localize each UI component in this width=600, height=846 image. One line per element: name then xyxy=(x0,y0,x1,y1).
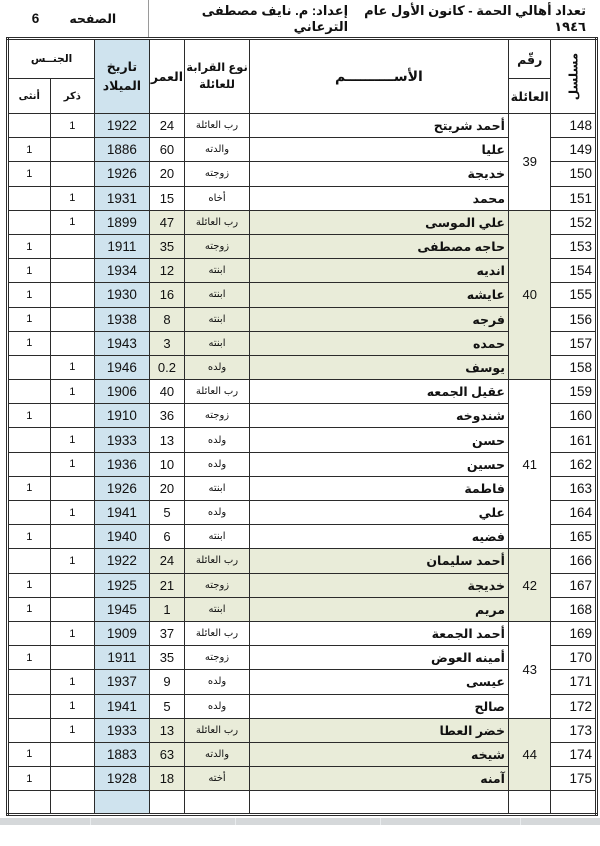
header-male: ذكر xyxy=(50,79,95,114)
female-mark-cell xyxy=(8,694,51,718)
male-mark-cell xyxy=(50,234,95,258)
header-female: أنثى xyxy=(8,79,51,114)
table-row xyxy=(8,573,597,597)
male-mark-cell xyxy=(50,573,95,597)
header-gender: الجنــس xyxy=(8,39,95,79)
header-serial-label: مسلسل xyxy=(566,52,581,101)
name-cell: خديجة xyxy=(249,573,508,597)
birth-date-cell: 1946 xyxy=(95,355,150,379)
male-mark-cell xyxy=(50,597,95,621)
male-mark-cell xyxy=(50,767,95,791)
table-row xyxy=(8,525,597,549)
relation-cell: رب العائلة xyxy=(185,549,250,573)
male-mark-cell xyxy=(50,791,95,815)
header-birth-line2: الميلاد xyxy=(102,78,142,93)
female-mark-cell xyxy=(8,621,51,645)
serial-cell: 170 xyxy=(551,646,597,670)
name-cell: شندوخه xyxy=(249,404,508,428)
name-cell: آمنه xyxy=(249,767,508,791)
name-cell: فرجه xyxy=(249,307,508,331)
name-cell: محمد xyxy=(249,186,508,210)
family-number-cell: 43 xyxy=(508,621,551,718)
name-cell: عقيل الجمعه xyxy=(249,380,508,404)
male-mark-cell xyxy=(50,742,95,766)
serial-cell: 150 xyxy=(551,162,597,186)
header-birth-line1: تاريخ xyxy=(106,60,138,75)
table-row xyxy=(8,210,597,234)
table-row xyxy=(8,283,597,307)
relation-cell: رب العائلة xyxy=(185,718,250,742)
table-row xyxy=(8,476,597,500)
family-number-cell: 42 xyxy=(508,549,551,622)
table-row xyxy=(8,355,597,379)
header-name: الأســــــــــم xyxy=(249,39,508,114)
relation-cell: ابنته xyxy=(185,283,250,307)
relation-cell: ابنته xyxy=(185,525,250,549)
age-cell: 20 xyxy=(149,162,184,186)
age-cell: 3 xyxy=(149,331,184,355)
birth-date-cell: 1909 xyxy=(95,621,150,645)
table-row xyxy=(8,718,597,742)
birth-date-cell: 1934 xyxy=(95,259,150,283)
birth-date-cell xyxy=(95,791,150,815)
age-cell: 35 xyxy=(149,234,184,258)
page-number: 6 xyxy=(31,11,40,26)
male-mark-cell xyxy=(50,331,95,355)
birth-date-cell: 1930 xyxy=(95,283,150,307)
table-row xyxy=(8,186,597,210)
serial-cell: 158 xyxy=(551,355,597,379)
female-mark-cell xyxy=(8,791,51,815)
header-birth-date xyxy=(95,39,150,114)
age-cell: 6 xyxy=(149,525,184,549)
female-mark-cell: 1 xyxy=(8,476,51,500)
relation-cell: ابنته xyxy=(185,476,250,500)
age-cell: 5 xyxy=(149,694,184,718)
birth-date-cell: 1910 xyxy=(95,404,150,428)
relation-cell: ابنته xyxy=(185,307,250,331)
table-row xyxy=(8,380,597,404)
age-cell: 9 xyxy=(149,670,184,694)
female-mark-cell: 1 xyxy=(8,138,51,162)
age-cell: 47 xyxy=(149,210,184,234)
serial-cell: 156 xyxy=(551,307,597,331)
male-mark-cell xyxy=(50,162,95,186)
female-mark-cell: 1 xyxy=(8,234,51,258)
table-row xyxy=(8,549,597,573)
relation-cell: ولده xyxy=(185,501,250,525)
table-header xyxy=(8,39,597,114)
relation-cell: ابنته xyxy=(185,331,250,355)
male-mark-cell xyxy=(50,646,95,670)
table-row xyxy=(8,742,597,766)
birth-date-cell: 1941 xyxy=(95,501,150,525)
name-cell: يوسف xyxy=(249,355,508,379)
female-mark-cell xyxy=(8,114,51,138)
female-mark-cell xyxy=(8,549,51,573)
birth-date-cell: 1945 xyxy=(95,597,150,621)
relation-cell: ولده xyxy=(185,452,250,476)
serial-cell: 171 xyxy=(551,670,597,694)
name-cell: فاطمة xyxy=(249,476,508,500)
table-row xyxy=(8,452,597,476)
family-number-cell: 40 xyxy=(508,210,551,379)
female-mark-cell xyxy=(8,501,51,525)
name-cell: أحمد شريتح xyxy=(249,114,508,138)
female-mark-cell xyxy=(8,355,51,379)
male-mark-cell xyxy=(50,525,95,549)
name-cell: عايشه xyxy=(249,283,508,307)
table-row xyxy=(8,331,597,355)
header-relation-line1: نوع القرابة xyxy=(186,61,248,74)
serial-cell: 151 xyxy=(551,186,597,210)
age-cell: 8 xyxy=(149,307,184,331)
name-cell xyxy=(249,791,508,815)
relation-cell: رب العائلة xyxy=(185,380,250,404)
relation-cell: والدته xyxy=(185,138,250,162)
family-number-cell: 44 xyxy=(508,718,551,791)
relation-cell: زوجته xyxy=(185,646,250,670)
female-mark-cell xyxy=(8,186,51,210)
age-cell: 37 xyxy=(149,621,184,645)
age-cell: 13 xyxy=(149,718,184,742)
relation-cell: زوجته xyxy=(185,234,250,258)
birth-date-cell: 1938 xyxy=(95,307,150,331)
birth-date-cell: 1922 xyxy=(95,549,150,573)
table-row xyxy=(8,694,597,718)
relation-cell: ولده xyxy=(185,670,250,694)
female-mark-cell: 1 xyxy=(8,525,51,549)
relation-cell: أخاه xyxy=(185,186,250,210)
female-mark-cell: 1 xyxy=(8,573,51,597)
header-family-number-bottom: العائلة xyxy=(508,79,551,114)
serial-cell xyxy=(551,791,597,815)
relation-cell: زوجته xyxy=(185,573,250,597)
table-row xyxy=(8,621,597,645)
birth-date-cell: 1911 xyxy=(95,646,150,670)
male-mark-cell: 1 xyxy=(50,114,95,138)
male-mark-cell xyxy=(50,476,95,500)
age-cell: 20 xyxy=(149,476,184,500)
name-cell: أحمد الجمعة xyxy=(249,621,508,645)
serial-cell: 168 xyxy=(551,597,597,621)
serial-cell: 148 xyxy=(551,114,597,138)
female-mark-cell: 1 xyxy=(8,307,51,331)
family-number-cell: 41 xyxy=(508,380,551,549)
female-mark-cell: 1 xyxy=(8,767,51,791)
serial-cell: 162 xyxy=(551,452,597,476)
age-cell: 24 xyxy=(149,549,184,573)
serial-cell: 157 xyxy=(551,331,597,355)
page-label-area xyxy=(0,0,148,37)
table-row xyxy=(8,404,597,428)
age-cell xyxy=(149,791,184,815)
female-mark-cell xyxy=(8,452,51,476)
female-mark-cell xyxy=(8,380,51,404)
name-cell: حمده xyxy=(249,331,508,355)
male-mark-cell: 1 xyxy=(50,549,95,573)
table-row xyxy=(8,597,597,621)
header-relation-line2: للعائلة xyxy=(199,78,235,91)
serial-cell: 152 xyxy=(551,210,597,234)
table-row xyxy=(8,428,597,452)
name-cell: أحمد سليمان xyxy=(249,549,508,573)
table-row xyxy=(8,162,597,186)
relation-cell: زوجته xyxy=(185,162,250,186)
header-age: العمر xyxy=(149,39,184,114)
title-bar xyxy=(0,0,600,37)
birth-date-cell: 1943 xyxy=(95,331,150,355)
age-cell: 60 xyxy=(149,138,184,162)
prepared-by-label: إعداد: م. نايف مصطفى الترعاني xyxy=(201,2,349,34)
document-title-area xyxy=(148,0,600,37)
birth-date-cell: 1933 xyxy=(95,718,150,742)
family-number-cell xyxy=(508,791,551,815)
serial-cell: 163 xyxy=(551,476,597,500)
serial-cell: 160 xyxy=(551,404,597,428)
name-cell: خضر العطا xyxy=(249,718,508,742)
page-label: الصفحه xyxy=(69,12,117,26)
name-cell: حاجه مصطفى xyxy=(249,234,508,258)
table-row xyxy=(8,259,597,283)
serial-cell: 174 xyxy=(551,742,597,766)
table-row xyxy=(8,646,597,670)
table-row xyxy=(8,501,597,525)
relation-cell: ولده xyxy=(185,355,250,379)
serial-cell: 161 xyxy=(551,428,597,452)
serial-cell: 165 xyxy=(551,525,597,549)
serial-cell: 173 xyxy=(551,718,597,742)
male-mark-cell: 1 xyxy=(50,670,95,694)
age-cell: 40 xyxy=(149,380,184,404)
birth-date-cell: 1933 xyxy=(95,428,150,452)
name-cell: علي الموسى xyxy=(249,210,508,234)
age-cell: 18 xyxy=(149,767,184,791)
male-mark-cell: 1 xyxy=(50,501,95,525)
female-mark-cell: 1 xyxy=(8,283,51,307)
family-number-cell: 39 xyxy=(508,114,551,211)
female-mark-cell xyxy=(8,718,51,742)
header-relation xyxy=(185,39,250,114)
male-mark-cell xyxy=(50,138,95,162)
birth-date-cell: 1926 xyxy=(95,162,150,186)
male-mark-cell: 1 xyxy=(50,694,95,718)
table-row xyxy=(8,114,597,138)
female-mark-cell xyxy=(8,670,51,694)
serial-cell: 169 xyxy=(551,621,597,645)
birth-date-cell: 1906 xyxy=(95,380,150,404)
header-serial xyxy=(551,39,597,114)
male-mark-cell: 1 xyxy=(50,186,95,210)
age-cell: 5 xyxy=(149,501,184,525)
serial-cell: 164 xyxy=(551,501,597,525)
age-cell: 15 xyxy=(149,186,184,210)
name-cell: عليا xyxy=(249,138,508,162)
table-row xyxy=(8,307,597,331)
name-cell: عيسى xyxy=(249,670,508,694)
male-mark-cell: 1 xyxy=(50,452,95,476)
name-cell: صالح xyxy=(249,694,508,718)
serial-cell: 172 xyxy=(551,694,597,718)
male-mark-cell: 1 xyxy=(50,428,95,452)
name-cell: حسين xyxy=(249,452,508,476)
table-row xyxy=(8,791,597,815)
age-cell: 63 xyxy=(149,742,184,766)
birth-date-cell: 1937 xyxy=(95,670,150,694)
relation-cell: رب العائلة xyxy=(185,621,250,645)
birth-date-cell: 1925 xyxy=(95,573,150,597)
serial-cell: 149 xyxy=(551,138,597,162)
birth-date-cell: 1922 xyxy=(95,114,150,138)
name-cell: علي xyxy=(249,501,508,525)
female-mark-cell: 1 xyxy=(8,742,51,766)
male-mark-cell: 1 xyxy=(50,621,95,645)
relation-cell xyxy=(185,791,250,815)
table-row xyxy=(8,234,597,258)
age-cell: 10 xyxy=(149,452,184,476)
name-cell: حسن xyxy=(249,428,508,452)
female-mark-cell: 1 xyxy=(8,259,51,283)
male-mark-cell: 1 xyxy=(50,210,95,234)
serial-cell: 154 xyxy=(551,259,597,283)
female-mark-cell: 1 xyxy=(8,404,51,428)
birth-date-cell: 1926 xyxy=(95,476,150,500)
name-cell: فضيه xyxy=(249,525,508,549)
birth-date-cell: 1928 xyxy=(95,767,150,791)
age-cell: 16 xyxy=(149,283,184,307)
age-cell: 1 xyxy=(149,597,184,621)
document-title: تعداد أهالي الحمة - كانون الأول عام ١٩٤٦ xyxy=(364,2,586,34)
table-row xyxy=(8,767,597,791)
birth-date-cell: 1941 xyxy=(95,694,150,718)
table-row xyxy=(8,138,597,162)
birth-date-cell: 1883 xyxy=(95,742,150,766)
name-cell: شيخه xyxy=(249,742,508,766)
name-cell: أمينه العوض xyxy=(249,646,508,670)
birth-date-cell: 1940 xyxy=(95,525,150,549)
census-table xyxy=(6,37,598,816)
relation-cell: رب العائلة xyxy=(185,114,250,138)
relation-cell: ابنته xyxy=(185,597,250,621)
age-cell: 35 xyxy=(149,646,184,670)
birth-date-cell: 1931 xyxy=(95,186,150,210)
male-mark-cell: 1 xyxy=(50,718,95,742)
female-mark-cell: 1 xyxy=(8,646,51,670)
relation-cell: زوجته xyxy=(185,404,250,428)
female-mark-cell: 1 xyxy=(8,331,51,355)
age-cell: 13 xyxy=(149,428,184,452)
birth-date-cell: 1911 xyxy=(95,234,150,258)
female-mark-cell xyxy=(8,210,51,234)
name-cell: خديجة xyxy=(249,162,508,186)
male-mark-cell xyxy=(50,404,95,428)
serial-cell: 159 xyxy=(551,380,597,404)
spreadsheet-edge-strip xyxy=(0,818,600,825)
header-family-number-top: رقّم xyxy=(508,39,551,79)
serial-cell: 175 xyxy=(551,767,597,791)
relation-cell: ابنته xyxy=(185,259,250,283)
relation-cell: أخته xyxy=(185,767,250,791)
age-cell: 0.2 xyxy=(149,355,184,379)
male-mark-cell xyxy=(50,307,95,331)
age-cell: 21 xyxy=(149,573,184,597)
relation-cell: ولده xyxy=(185,428,250,452)
birth-date-cell: 1899 xyxy=(95,210,150,234)
age-cell: 12 xyxy=(149,259,184,283)
age-cell: 24 xyxy=(149,114,184,138)
table-row xyxy=(8,670,597,694)
serial-cell: 155 xyxy=(551,283,597,307)
birth-date-cell: 1936 xyxy=(95,452,150,476)
male-mark-cell xyxy=(50,283,95,307)
serial-cell: 167 xyxy=(551,573,597,597)
name-cell: انديه xyxy=(249,259,508,283)
serial-cell: 166 xyxy=(551,549,597,573)
relation-cell: ولده xyxy=(185,694,250,718)
relation-cell: رب العائلة xyxy=(185,210,250,234)
male-mark-cell: 1 xyxy=(50,380,95,404)
female-mark-cell: 1 xyxy=(8,162,51,186)
male-mark-cell: 1 xyxy=(50,355,95,379)
male-mark-cell xyxy=(50,259,95,283)
female-mark-cell xyxy=(8,428,51,452)
female-mark-cell: 1 xyxy=(8,597,51,621)
birth-date-cell: 1886 xyxy=(95,138,150,162)
name-cell: مريم xyxy=(249,597,508,621)
age-cell: 36 xyxy=(149,404,184,428)
relation-cell: والدته xyxy=(185,742,250,766)
serial-cell: 153 xyxy=(551,234,597,258)
table-body xyxy=(8,114,597,815)
